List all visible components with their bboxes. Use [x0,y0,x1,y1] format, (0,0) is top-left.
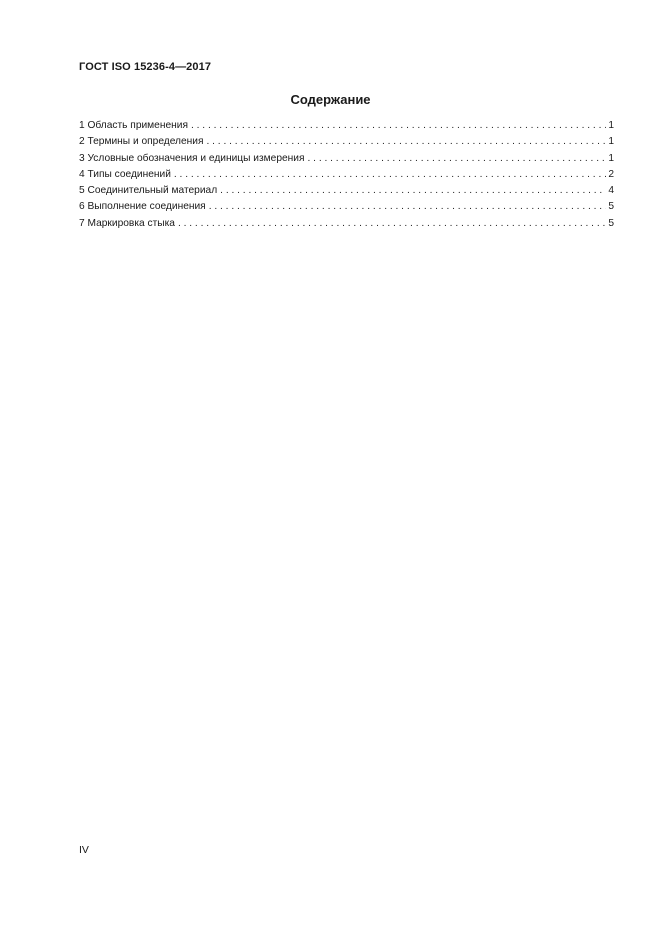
toc-entry[interactable] [79,118,614,134]
toc-entry-label: 2 Термины и определения [79,136,204,148]
toc-entry-label: 3 Условные обозначения и единицы измерения [79,152,305,164]
toc-entry[interactable] [79,151,614,167]
toc-entry[interactable] [79,183,614,199]
toc-dot-leader [174,167,606,183]
toc-entry-page: 4 [608,185,614,197]
table-of-contents [79,118,614,232]
toc-entry-label: 4 Типы соединений [79,168,171,180]
toc-dot-leader [178,216,606,232]
toc-entry[interactable] [79,216,614,232]
toc-entry[interactable] [79,167,614,183]
toc-entry[interactable] [79,199,614,215]
toc-dot-leader [220,183,606,199]
toc-dot-leader [209,199,606,215]
toc-entry-label: 1 Область применения [79,120,188,131]
toc-entry-label: 5 Соединительный материал [79,185,218,197]
toc-entry-page: 5 [608,201,614,213]
toc-entry-page: 1 [608,120,614,131]
toc-dot-leader [206,134,606,150]
toc-entry-label: 7 Маркировка стыка [79,217,175,229]
toc-entry-label: 6 Выполнение соединения [79,201,206,213]
toc-title: Содержание [290,92,371,107]
page-number: IV [79,844,89,856]
document-code: ГОСТ ISO 15236-4—2017 [79,61,212,73]
toc-dot-leader [191,118,606,134]
toc-entry-page: 1 [608,152,614,164]
toc-entry[interactable] [79,134,614,150]
toc-entry-page: 5 [608,217,614,229]
toc-entry-page: 1 [608,136,614,148]
toc-dot-leader [308,151,607,167]
toc-entry-page: 2 [608,168,614,180]
